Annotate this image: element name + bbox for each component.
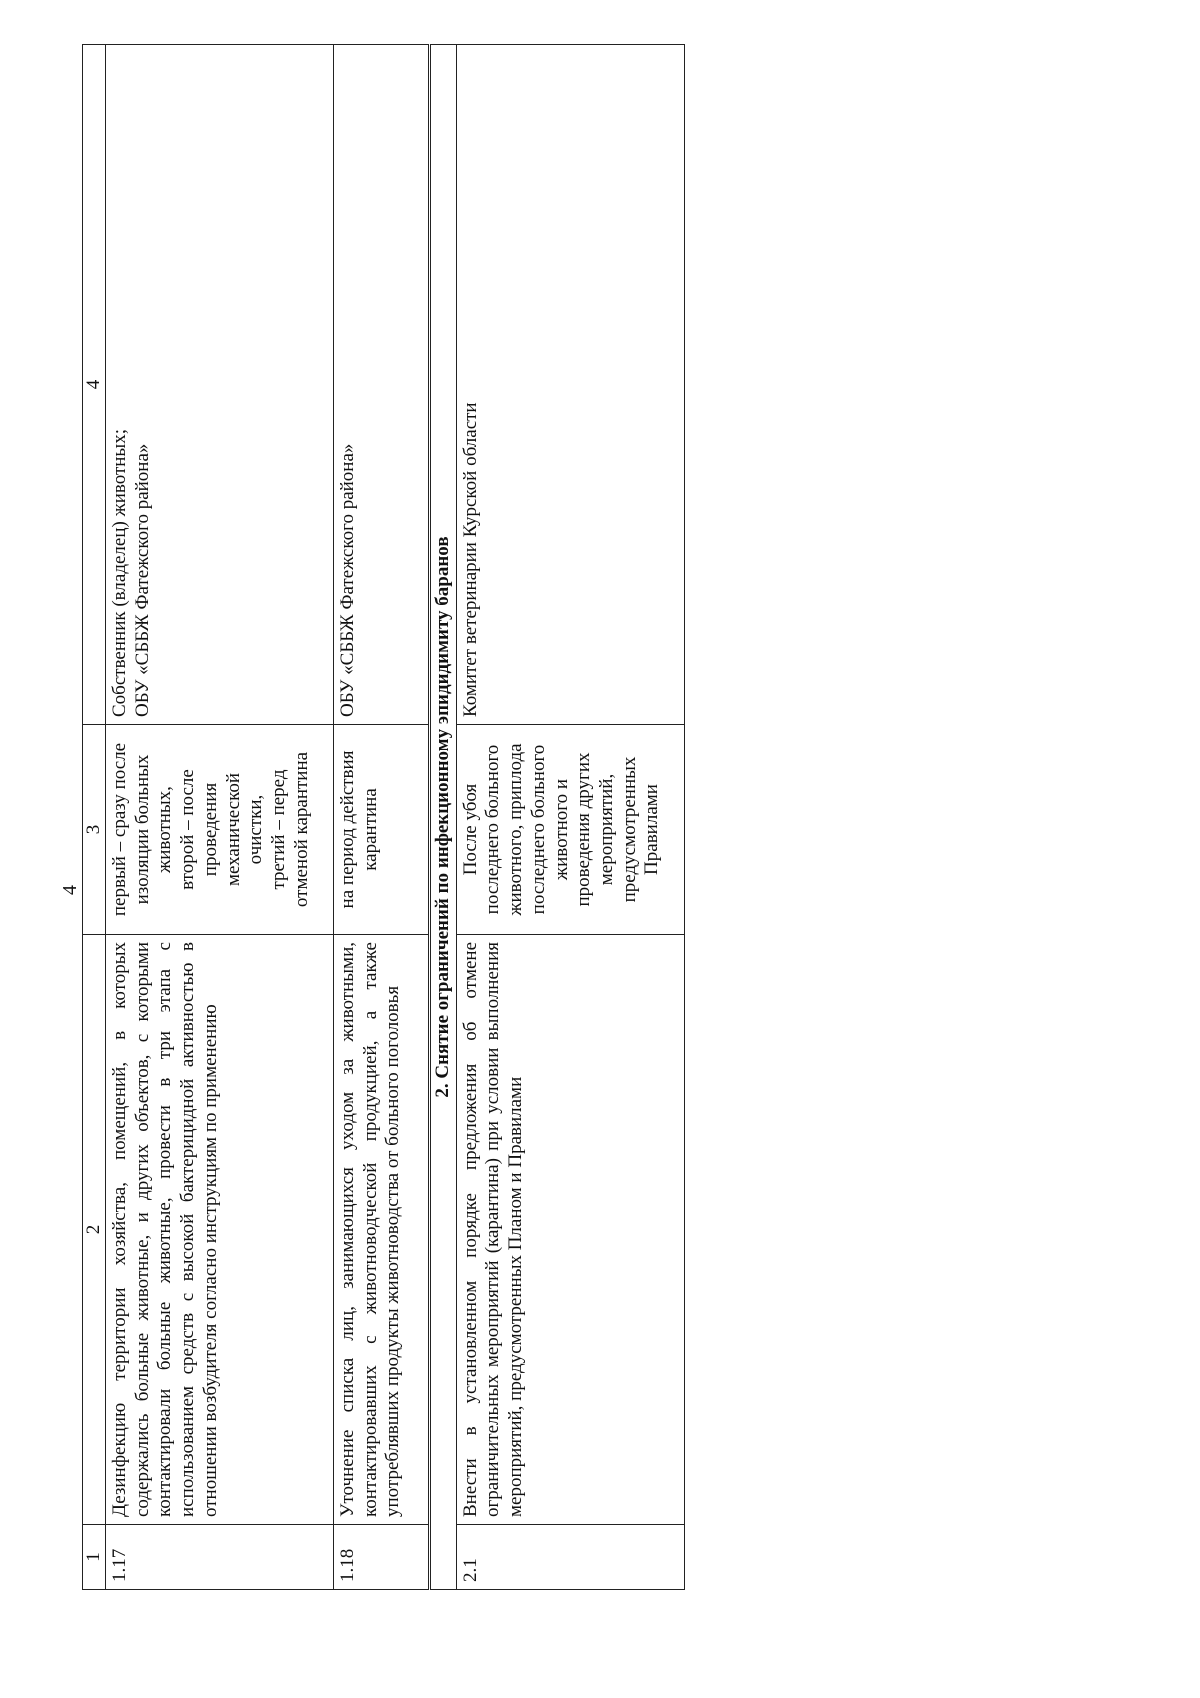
measures-table — [82, 44, 685, 1590]
row-number: 1.18 — [334, 1525, 430, 1590]
row-responsible: ОБУ «СББЖ Фатежского района» — [334, 45, 430, 725]
table-row — [334, 45, 430, 1590]
section-title: 2. Снятие ограничений по инфекционному эпидидимиту баранов — [430, 45, 457, 1590]
table-row — [106, 45, 334, 1590]
column-numbers-row — [83, 45, 106, 1590]
row-action: Внести в установленном порядке предложения об отмене ограничительных мероприятий (карантина) при условии выполнения мероприятий, предусмотренных Планом и Правилами — [456, 935, 684, 1525]
row-responsible: Комитет ветеринарии Курской области — [456, 45, 684, 725]
row-action: Дезинфекцию территории хозяйства, помещений, в которых содержались больные животные, и других объектов, с которыми контактировали больные животные, провести в три этапа с использованием средств с высокой бактерицидной активностью в отношении возбудителя согласно инструкциям по применению — [106, 935, 334, 1525]
column-number: 4 — [83, 45, 106, 725]
table-row — [456, 45, 684, 1590]
row-term: на период действия карантина — [334, 725, 430, 935]
row-action: Уточнение списка лиц, занимающихся уходом за животными, контактировавших с животноводческой продукцией, а также употреблявших продукты животноводства от больного поголовья — [334, 935, 430, 1525]
row-number: 1.17 — [106, 1525, 334, 1590]
rotated-table-container — [82, 45, 752, 1590]
page-number: 4 — [59, 885, 81, 895]
column-number: 3 — [83, 725, 106, 935]
row-term: первый – сразу после изоляции больных животных, второй – после проведения механической очистки, третий – перед отменой карантина — [106, 725, 334, 935]
row-term: После убоя последнего больного животного, приплода последнего больного животного и проведения других мероприятий, предусмотренных Правилами — [456, 725, 684, 935]
row-responsible: Собственник (владелец) животных; ОБУ «СББЖ Фатежского района» — [106, 45, 334, 725]
column-number: 1 — [83, 1525, 106, 1590]
row-number: 2.1 — [456, 1525, 684, 1590]
section-header-row — [430, 45, 457, 1590]
column-number: 2 — [83, 935, 106, 1525]
